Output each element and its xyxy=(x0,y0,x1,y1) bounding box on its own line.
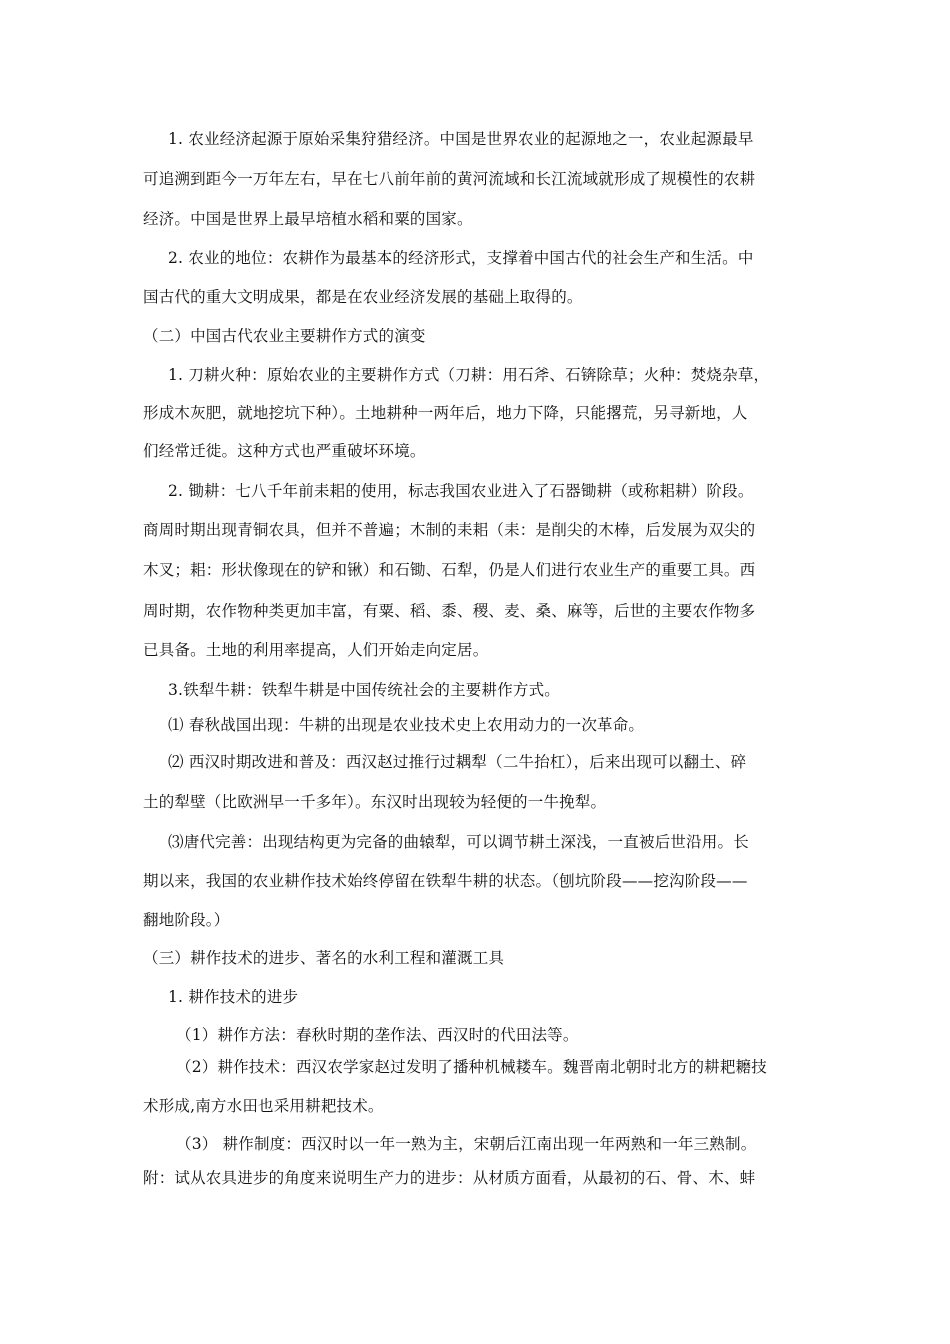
paragraph-1-line-3: 经济。中国是世界上最早培植水稻和粟的国家。 xyxy=(143,210,473,228)
paragraph-4-line-2: 商周时期出现青铜农具，但并不普遍；木制的耒耜（耒：是削尖的木棒，后发展为双尖的 xyxy=(143,521,756,539)
list-item-3-line-2: 期以来，我国的农业耕作技术始终停留在铁犁牛耕的状态。（刨坑阶段——挖沟阶段—— xyxy=(143,872,748,890)
paragraph-2-line-2: 国古代的重大文明成果，都是在农业经济发展的基础上取得的。 xyxy=(143,288,583,306)
paragraph-3-line-3: 们经常迁徙。这种方式也严重破坏环境。 xyxy=(143,442,426,460)
paragraph-4-line-4: 周时期，农作物种类更加丰富，有粟、稻、黍、稷、麦、桑、麻等，后世的主要农作物多 xyxy=(143,602,756,620)
paragraph-2-line-1: 2. 农业的地位：农耕作为最基本的经济形式，支撑着中国古代的社会生产和生活。中 xyxy=(168,249,754,267)
paragraph-1-line-2: 可追溯到距今一万年左右，早在七八前年前的黄河流域和长江流域就形成了规模性的农耕 xyxy=(143,170,756,188)
list-item-method: （1）耕作方法：春秋时期的垄作法、西汉时的代田法等。 xyxy=(176,1026,579,1044)
list-item-2-line-1: ⑵ 西汉时期改进和普及：西汉赵过推行过耦犁（二牛抬杠），后来出现可以翻土、碎 xyxy=(168,753,747,771)
list-item-1: ⑴ 春秋战国出现：牛耕的出现是农业技术史上农用动力的一次革命。 xyxy=(168,716,645,734)
list-item-technique-line-2: 术形成,南方水田也采用耕耙技术。 xyxy=(143,1097,384,1115)
appendix-line-1: 附：试从农具进步的角度来说明生产力的进步：从材质方面看，从最初的石、骨、木、蚌 xyxy=(143,1169,756,1187)
paragraph-5-line-1: 3.铁犁牛耕：铁犁牛耕是中国传统社会的主要耕作方式。 xyxy=(168,681,560,699)
paragraph-1-line-1: 1. 农业经济起源于原始采集狩猎经济。中国是世界农业的起源地之一，农业起源最早 xyxy=(168,130,754,148)
paragraph-4-line-5: 已具备。土地的利用率提高，人们开始走向定居。 xyxy=(143,641,489,659)
list-item-technique-line-1: （2）耕作技术：西汉农学家赵过发明了播种机械耧车。魏晋南北朝时北方的耕耙耱技 xyxy=(176,1058,767,1076)
paragraph-3-line-1: 1. 刀耕火种：原始农业的主要耕作方式（刀耕：用石斧、石锛除草；火种：焚烧杂草， xyxy=(168,366,770,384)
paragraph-4-line-1: 2. 锄耕：七八千年前耒耜的使用，标志我国农业进入了石器锄耕（或称耜耕）阶段。 xyxy=(168,482,754,500)
list-item-3-line-1: ⑶唐代完善：出现结构更为完备的曲辕犁，可以调节耕土深浅，一直被后世沿用。长 xyxy=(168,833,749,851)
subheading-tech-progress: 1. 耕作技术的进步 xyxy=(168,988,299,1006)
paragraph-3-line-2: 形成木灰肥，就地挖坑下种）。土地耕种一两年后，地力下降，只能撂荒，另寻新地，人 xyxy=(143,404,748,422)
list-item-system: （3） 耕作制度：西汉时以一年一熟为主，宋朝后江南出现一年两熟和一年三熟制。 xyxy=(176,1135,757,1153)
section-heading-3: （三）耕作技术的进步、著名的水利工程和灌溉工具 xyxy=(143,949,505,967)
section-heading-2: （二）中国古代农业主要耕作方式的演变 xyxy=(143,327,426,345)
list-item-2-line-2: 土的犁壁（比欧洲早一千多年）。东汉时出现较为轻便的一牛挽犁。 xyxy=(143,793,607,811)
paragraph-4-line-3: 木叉；耜：形状像现在的铲和锹）和石锄、石犁，仍是人们进行农业生产的重要工具。西 xyxy=(143,561,756,579)
list-item-3-line-3: 翻地阶段。） xyxy=(143,911,230,929)
